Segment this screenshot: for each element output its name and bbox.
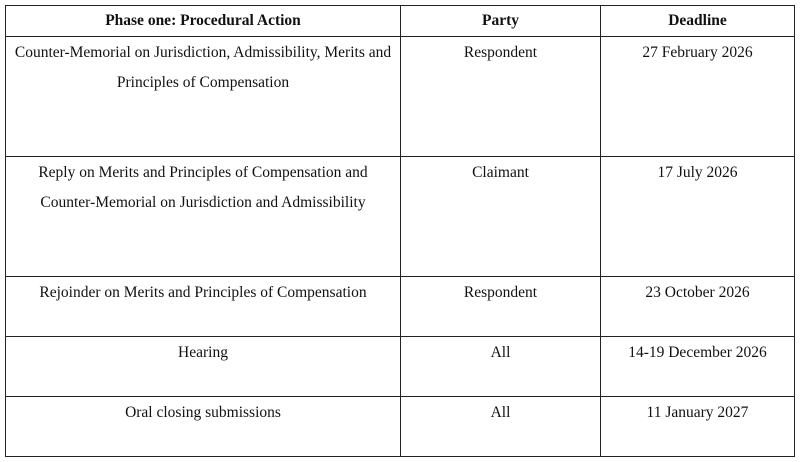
table-row — [6, 37, 795, 157]
table-row — [6, 337, 795, 397]
table-body — [6, 37, 795, 457]
party-text: All — [490, 404, 511, 421]
action-cell — [6, 397, 401, 457]
column-header-party: Party — [401, 6, 601, 37]
deadline-cell — [601, 37, 795, 157]
action-cell — [6, 277, 401, 337]
party-cell — [401, 157, 601, 277]
column-header-deadline: Deadline — [601, 6, 795, 37]
deadline-text: 14-19 December 2026 — [628, 344, 767, 361]
table-row — [6, 277, 795, 337]
table-header — [6, 6, 795, 37]
header-row — [6, 6, 795, 37]
column-header-action: Phase one: Procedural Action — [6, 6, 401, 37]
deadline-cell — [601, 277, 795, 337]
action-text: Counter-Memorial on Jurisdiction, Admissibility, Merits and Principles of Compensation — [14, 44, 392, 91]
deadline-text: 17 July 2026 — [657, 164, 738, 181]
party-text: Respondent — [463, 284, 538, 301]
action-cell — [6, 337, 401, 397]
deadline-cell — [601, 337, 795, 397]
action-text: Reply on Merits and Principles of Compensation and Counter-Memorial on Jurisdiction and Admissibility — [38, 164, 368, 211]
action-cell — [6, 157, 401, 277]
table-row — [6, 157, 795, 277]
deadline-text: 27 February 2026 — [642, 44, 753, 61]
party-cell — [401, 397, 601, 457]
deadline-text: 23 October 2026 — [645, 284, 750, 301]
party-cell — [401, 37, 601, 157]
action-text: Hearing — [178, 344, 228, 361]
procedural-schedule-table — [5, 5, 795, 457]
party-text: Claimant — [472, 164, 529, 181]
action-text: Oral closing submissions — [125, 404, 281, 421]
deadline-cell — [601, 397, 795, 457]
deadline-cell — [601, 157, 795, 277]
deadline-text: 11 January 2027 — [646, 404, 749, 421]
party-text: Respondent — [463, 44, 538, 61]
party-cell — [401, 337, 601, 397]
action-text: Rejoinder on Merits and Principles of Compensation — [39, 284, 367, 301]
table-row — [6, 397, 795, 457]
party-cell — [401, 277, 601, 337]
action-cell — [6, 37, 401, 157]
party-text: All — [490, 344, 511, 361]
